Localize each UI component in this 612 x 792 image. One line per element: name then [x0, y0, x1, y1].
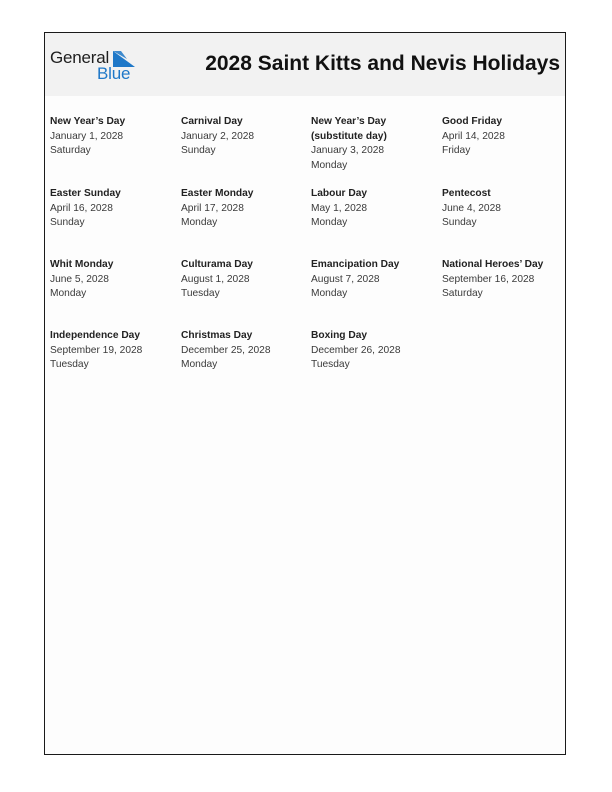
holiday-name: Easter Monday — [181, 188, 254, 199]
holiday-weekday: Monday — [311, 159, 348, 171]
holiday-weekday: Monday — [50, 288, 87, 299]
holiday-name: Culturama Day — [181, 259, 253, 270]
holiday-name: Emancipation Day — [311, 259, 400, 270]
holiday-date: September 19, 2028 — [50, 344, 143, 356]
holiday-date: December 26, 2028 — [311, 344, 401, 356]
holiday-weekday: Sunday — [50, 217, 85, 228]
holiday-name: Independence Day — [50, 330, 141, 341]
holiday-item — [442, 187, 570, 231]
holiday-date: April 16, 2028 — [50, 202, 113, 214]
holiday-weekday: Friday — [442, 145, 471, 156]
holiday-item — [311, 187, 439, 231]
holiday-weekday: Tuesday — [50, 359, 89, 370]
page-title: 2028 Saint Kitts and Nevis Holidays — [205, 52, 560, 75]
holiday-item — [181, 329, 309, 373]
holiday-weekday: Sunday — [442, 217, 477, 228]
holiday-weekday: Monday — [181, 217, 218, 228]
logo — [50, 48, 140, 84]
holiday-item — [181, 115, 309, 159]
holiday-item — [50, 258, 178, 302]
holiday-item — [311, 258, 439, 302]
holiday-item — [50, 329, 178, 373]
holiday-date: January 3, 2028 — [311, 145, 385, 156]
holiday-item — [181, 187, 309, 231]
holiday-name: Easter Sunday — [50, 188, 121, 199]
holiday-weekday: Saturday — [442, 288, 483, 299]
holiday-date: May 1, 2028 — [311, 202, 368, 214]
holiday-date: September 16, 2028 — [442, 273, 535, 285]
holiday-item — [442, 115, 570, 159]
holiday-item — [50, 115, 178, 159]
holiday-weekday: Monday — [311, 217, 348, 228]
holiday-name: New Year’s Day — [50, 116, 126, 127]
holiday-name: New Year’s Day (substitute day) — [311, 116, 387, 142]
holiday-name: National Heroes’ Day — [442, 259, 544, 270]
holiday-date: January 2, 2028 — [181, 130, 255, 142]
holiday-weekday: Monday — [181, 359, 218, 370]
holiday-date: December 25, 2028 — [181, 344, 271, 356]
holiday-name: Boxing Day — [311, 330, 368, 341]
holiday-name: Pentecost — [442, 188, 491, 199]
page-frame — [44, 32, 566, 755]
holiday-name: Christmas Day — [181, 330, 253, 341]
holiday-date: April 14, 2028 — [442, 130, 505, 142]
holiday-date: June 4, 2028 — [442, 202, 501, 214]
holiday-item — [311, 329, 439, 373]
holiday-date: August 1, 2028 — [181, 273, 250, 285]
holiday-item — [50, 187, 178, 231]
logo-blue-text: Blue — [97, 64, 131, 83]
holiday-name: Whit Monday — [50, 259, 114, 270]
holiday-weekday: Saturday — [50, 145, 91, 156]
holiday-date: August 7, 2028 — [311, 273, 380, 285]
holiday-weekday: Monday — [311, 288, 348, 299]
holiday-item — [311, 115, 411, 173]
holiday-weekday: Tuesday — [181, 288, 220, 299]
holiday-weekday: Tuesday — [311, 359, 350, 370]
holiday-name: Labour Day — [311, 188, 368, 199]
holiday-date: April 17, 2028 — [181, 202, 244, 214]
holiday-item — [442, 258, 570, 302]
holiday-weekday: Sunday — [181, 145, 216, 156]
holiday-item — [181, 258, 309, 302]
holiday-name: Carnival Day — [181, 116, 243, 127]
header — [45, 33, 565, 96]
logo-general-text: General — [50, 48, 110, 67]
holiday-date: January 1, 2028 — [50, 130, 124, 142]
holiday-name: Good Friday — [442, 116, 502, 127]
holiday-date: June 5, 2028 — [50, 273, 109, 285]
